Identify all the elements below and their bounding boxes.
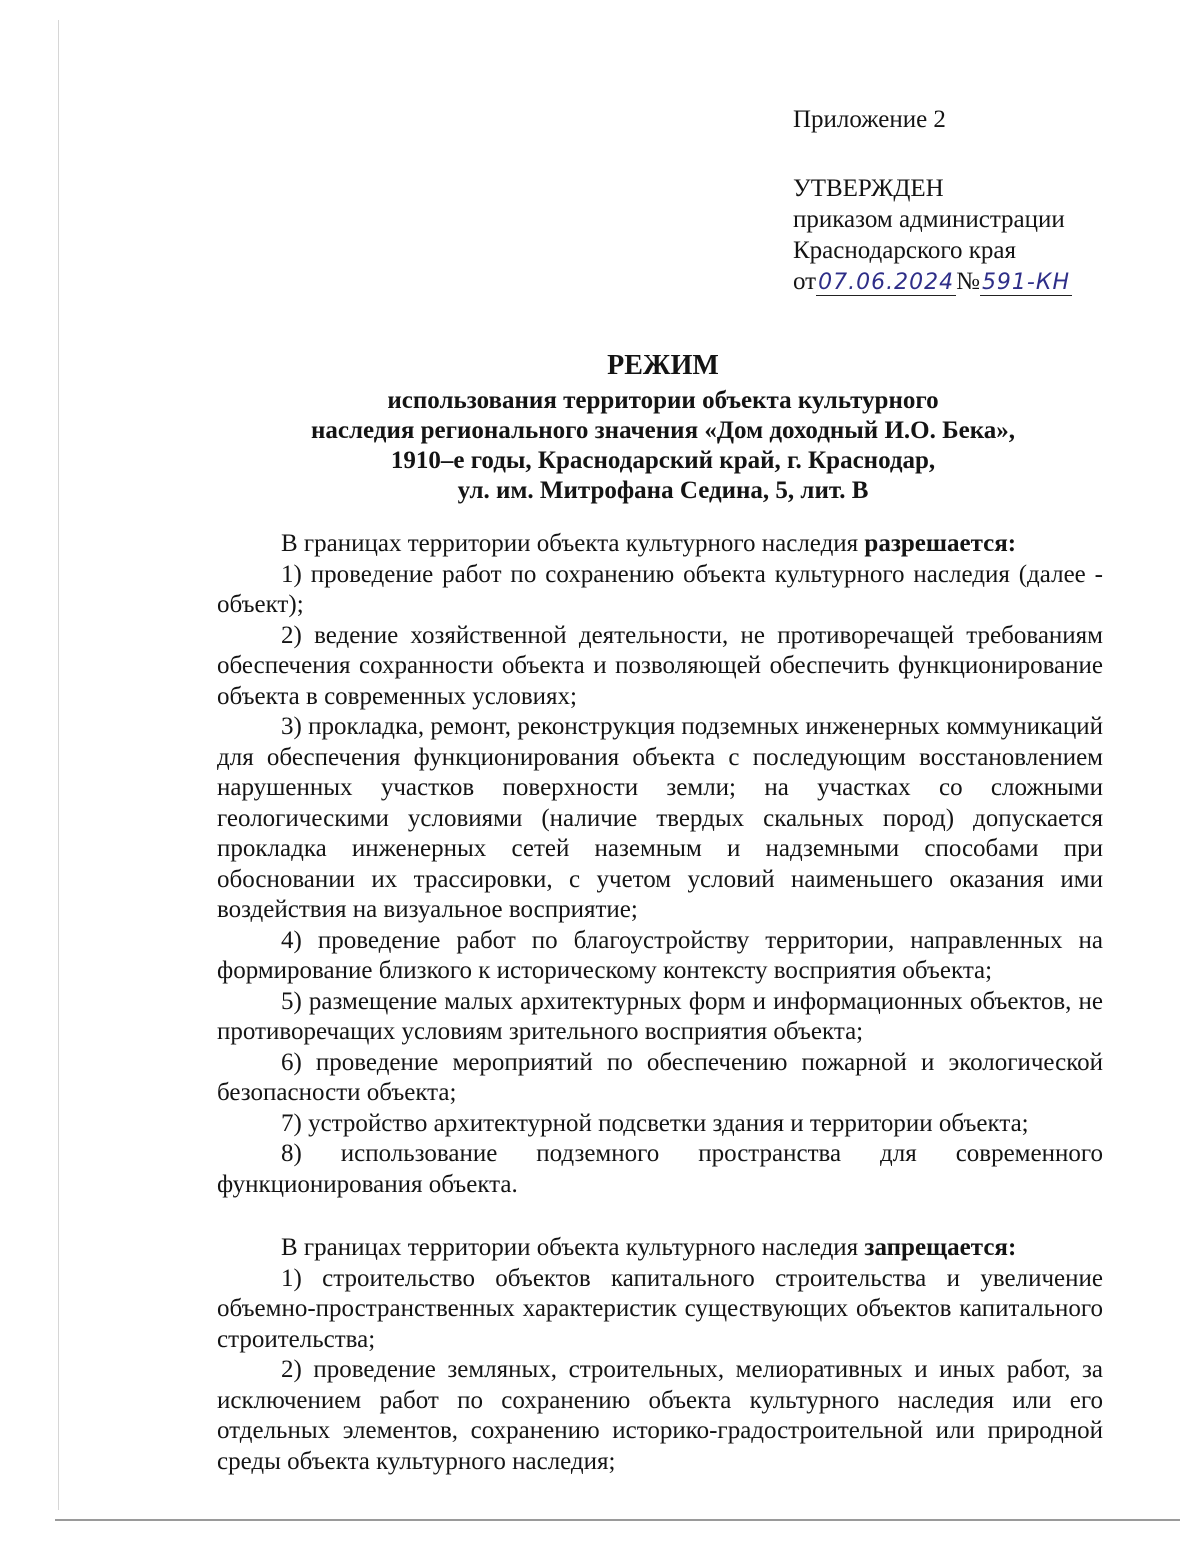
approved-by-line-1: приказом администрации [793, 206, 1065, 233]
prohibited-keyword: запрещается: [864, 1234, 1017, 1261]
title-line-1: использования территории объекта культурного [387, 387, 939, 414]
permitted-item: 2) ведение хозяйственной деятельности, не противоречащей требованиям обеспечения сохранности объекта и позволяющей обеспечить функционирование объекта в современных условиях; [217, 621, 1103, 710]
title-line-3: 1910–е годы, Краснодарский край, г. Краснодар, [390, 447, 936, 474]
scan-edge-left [58, 20, 59, 1510]
prohibited-item: 2) проведение земляных, строительных, мелиоративных и иных работ, за исключением работ по сохранению объекта культурного наследия или его отдельных элементов, сохранению историко-градостроительной или природной среды объекта культурного наследия; [217, 1356, 1103, 1475]
number-prefix: № [956, 268, 980, 295]
approved-label: УТВЕРЖДЕН [793, 175, 944, 202]
annex-label: Приложение 2 [793, 106, 946, 133]
document-body [217, 529, 1103, 1477]
permitted-item: 6) проведение мероприятий по обеспечению пожарной и экологической безопасности объекта; [217, 1048, 1103, 1106]
date-prefix: от [793, 268, 817, 295]
handwritten-date: 07.06.2024 [818, 270, 955, 295]
permitted-keyword: разрешается: [864, 530, 1017, 557]
permitted-item: 7) устройство архитектурной подсветки здания и территории объекта; [281, 1109, 1029, 1137]
permitted-item: 1) проведение работ по сохранению объекта культурного наследия (далее - объект); [217, 560, 1103, 618]
prohibited-item: 1) строительство объектов капитального строительства и увеличение объемно-пространственных характеристик существующих объектов капитального строительства; [217, 1264, 1103, 1353]
scan-edge-bottom [55, 1519, 1180, 1521]
approval-block [793, 104, 1173, 298]
prohibited-intro: В границах территории объекта культурного наследия запрещается: [281, 1234, 1017, 1261]
permitted-item: 8) использование подземного пространства для современного функционирования объекта. [217, 1140, 1103, 1198]
permitted-item: 4) проведение работ по благоустройству территории, направленных на формирование близкого к историческому контексту восприятия объекта; [217, 926, 1103, 984]
permitted-item: 5) размещение малых архитектурных форм и информационных объектов, не противоречащих условиям зрительного восприятия объекта; [217, 987, 1103, 1045]
title-line-4: ул. им. Митрофана Седина, 5, лит. В [457, 477, 869, 504]
title-line-2: наследия регионального значения «Дом доходный И.О. Бека», [311, 417, 1015, 444]
document-title [220, 346, 1106, 506]
approved-by-line-2: Краснодарского края [793, 237, 1016, 264]
order-date-number-line [793, 266, 1173, 298]
permitted-intro: В границах территории объекта культурного наследия разрешается: [281, 530, 1017, 557]
handwritten-number: 591-КН [981, 270, 1071, 295]
title-main: РЕЖИМ [607, 350, 719, 381]
permitted-item: 3) прокладка, ремонт, реконструкция подземных инженерных коммуникаций для обеспечения функционирования объекта с последующим восстановлением нарушенных участков поверхности земли; на участках со сложными геологическими условиями (наличие твердых скальных пород) допускается прокладка инженерных сетей наземным и надземными способами при обосновании их трассировки, с учетом условий наименьшего оказания ими воздействия на визуальное восприятие; [217, 713, 1103, 923]
